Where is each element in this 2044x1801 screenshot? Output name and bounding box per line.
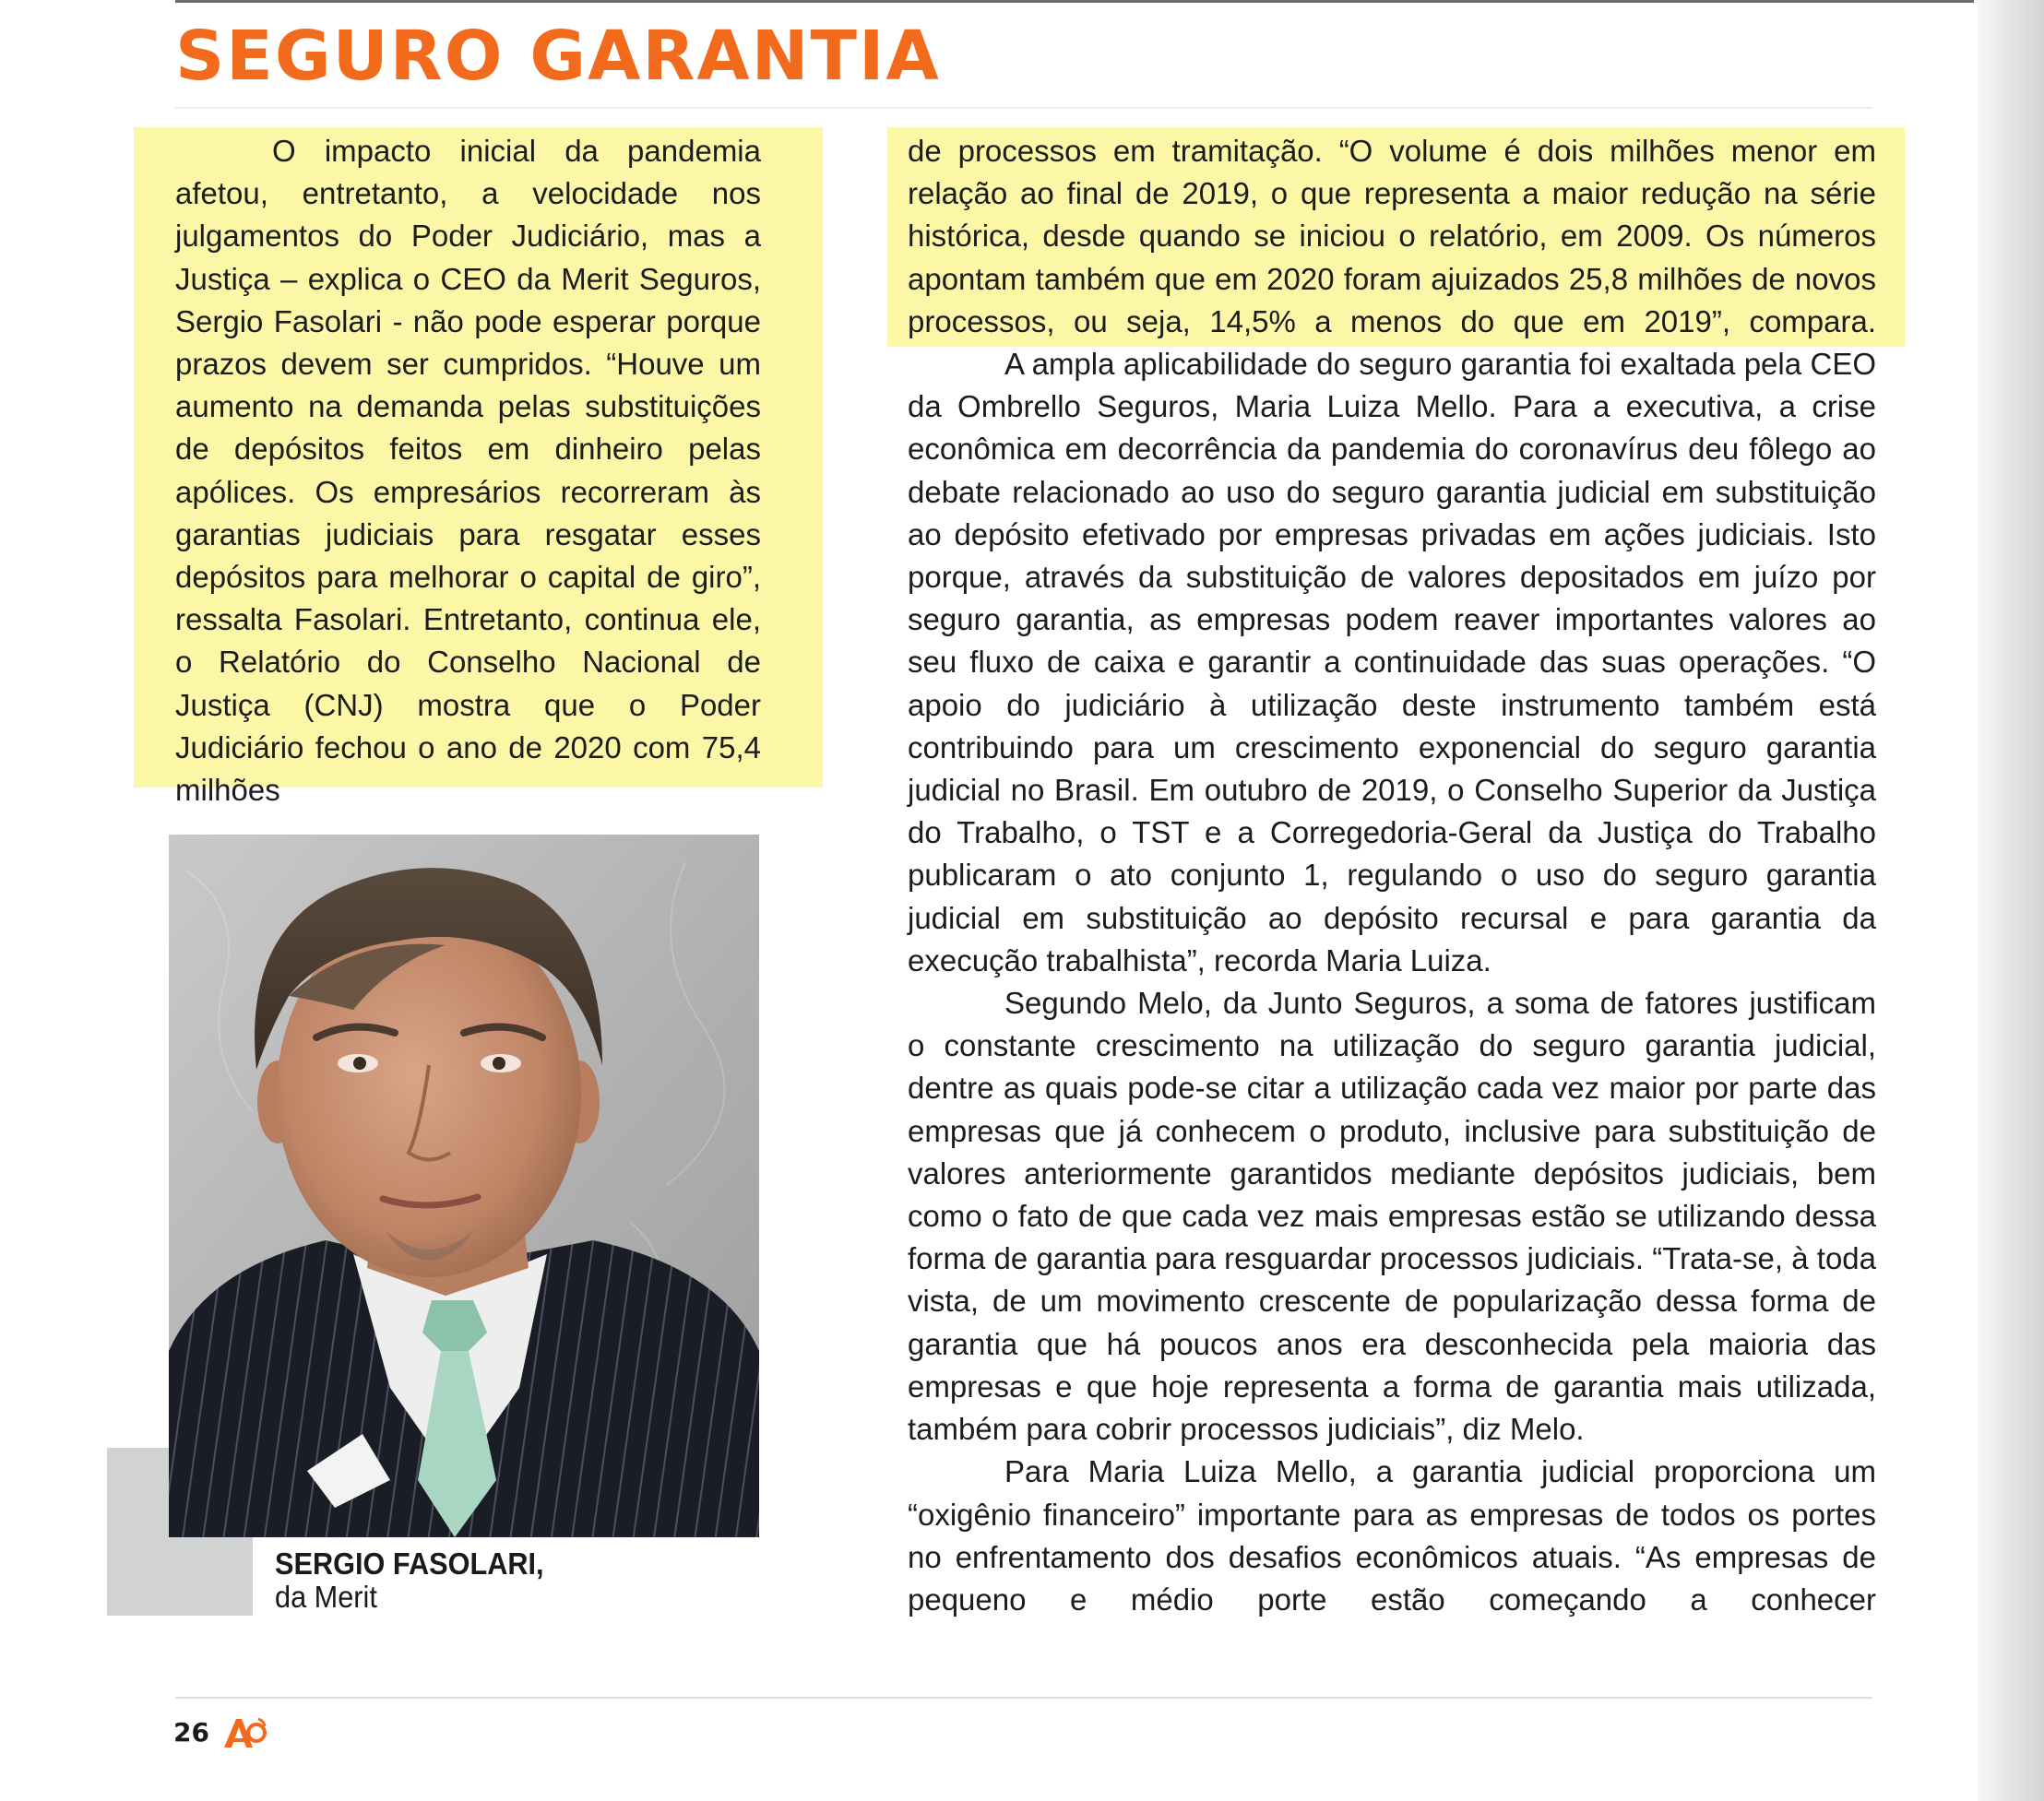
right-paragraph-3: Segundo Melo, da Junto Seguros, a soma de fatores justificam o constante crescimento na utilização do seguro garantia judicial, dentre as quais pode-se citar a utilização cada vez maior por parte das empresas que já conhecem o produto, inclusive para substituição de valores anteriormente garantidos mediante depósitos judiciais, bem como o fato de que cada vez mais empresas estão se utilizando dessa forma de garantia para resguardar processos judiciais. “Trata-se, à toda vista, de um movimento crescente de popularização dessa forma de garantia que há poucos anos era desconhecida pela maioria das empresas e que hoje representa a forma de garantia mais utilizada, também para cobrir processos judiciais”, diz Melo. (908, 986, 1876, 1447)
top-rule (175, 0, 1974, 3)
title-divider (175, 107, 1872, 109)
caption-affiliation: da Merit (275, 1580, 377, 1614)
caption-name: SERGIO FASOLARI, (275, 1546, 544, 1581)
left-column (175, 130, 761, 812)
left-paragraph-1: O impacto inicial da pandemia afetou, entretanto, a velocidade nos julgamentos do Poder Judiciário, mas a Justiça – explica o CEO da Merit Seguros, Sergio Fasolari - não pode esperar porque prazos devem ser cumpridos. “Houve um aumento na demanda pelas substituições de depósitos feitos em dinheiro pelas apólices. Os empresários recorreram às garantias judiciais para resgatar esses depósitos para melhorar o capital de giro”, ressalta Fasolari. Entretanto, continua ele, o Relatório do Conselho Nacional de Justiça (CNJ) mostra que o Poder Judiciário fechou o ano de 2020 com 75,4 milhões (175, 134, 761, 808)
portrait-photo (169, 835, 759, 1537)
page-number: 26 (173, 1717, 209, 1748)
page-edge-shadow (1978, 0, 2044, 1801)
right-paragraph-2: A ampla aplicabilidade do seguro garantia foi exaltada pela CEO da Ombrello Seguros, Maria Luiza Mello. Para a executiva, a crise econômica em decorrência da pandemia do coronavírus deu fôlego ao debate relacionado ao uso do seguro garantia judicial em substituição ao depósito efetivado por empresas privadas em ações judiciais. Isto porque, através da substituição de valores depositados em juízo por seguro garantia, as empresas podem reaver importantes valores ao seu fluxo de caixa e garantir a continuidade das suas operações. “O apoio do judiciário à utilização deste instrumento também está contribuindo para um crescimento exponencial do seguro garantia judicial no Brasil. Em outubro de 2019, o Conselho Superior da Justiça do Trabalho, o TST e a Corregedoria-Geral da Justiça do Trabalho publicaram o ato conjunto 1, regulando o uso do seguro garantia judicial em substituição ao depósito recursal e para garantia da execução trabalhista”, recorda Maria Luiza. (908, 347, 1876, 978)
photo-caption (275, 1547, 564, 1614)
page-title: SEGURO GARANTIA (175, 17, 941, 96)
right-paragraph-4: Para Maria Luiza Mello, a garantia judicial proporciona um “oxigênio financeiro” importante para as empresas de todos os portes no enfrentamento dos desafios econômicos atuais. “As empresas de pequeno e médio porte estão começando a conhecer (908, 1454, 1876, 1617)
ao-logo-icon (221, 1715, 267, 1750)
right-paragraph-1: de processos em tramitação. “O volume é dois milhões menor em relação ao final de 2019, o que representa a maior redução na série histórica, desde quando se iniciou o relatório, em 2009. Os números apontam também que em 2020 foram ajuizados 25,8 milhões de novos processos, ou seja, 14,5% a menos do que em 2019”, compara. (908, 134, 1876, 338)
footer-divider (175, 1697, 1872, 1699)
right-column (908, 130, 1876, 1621)
